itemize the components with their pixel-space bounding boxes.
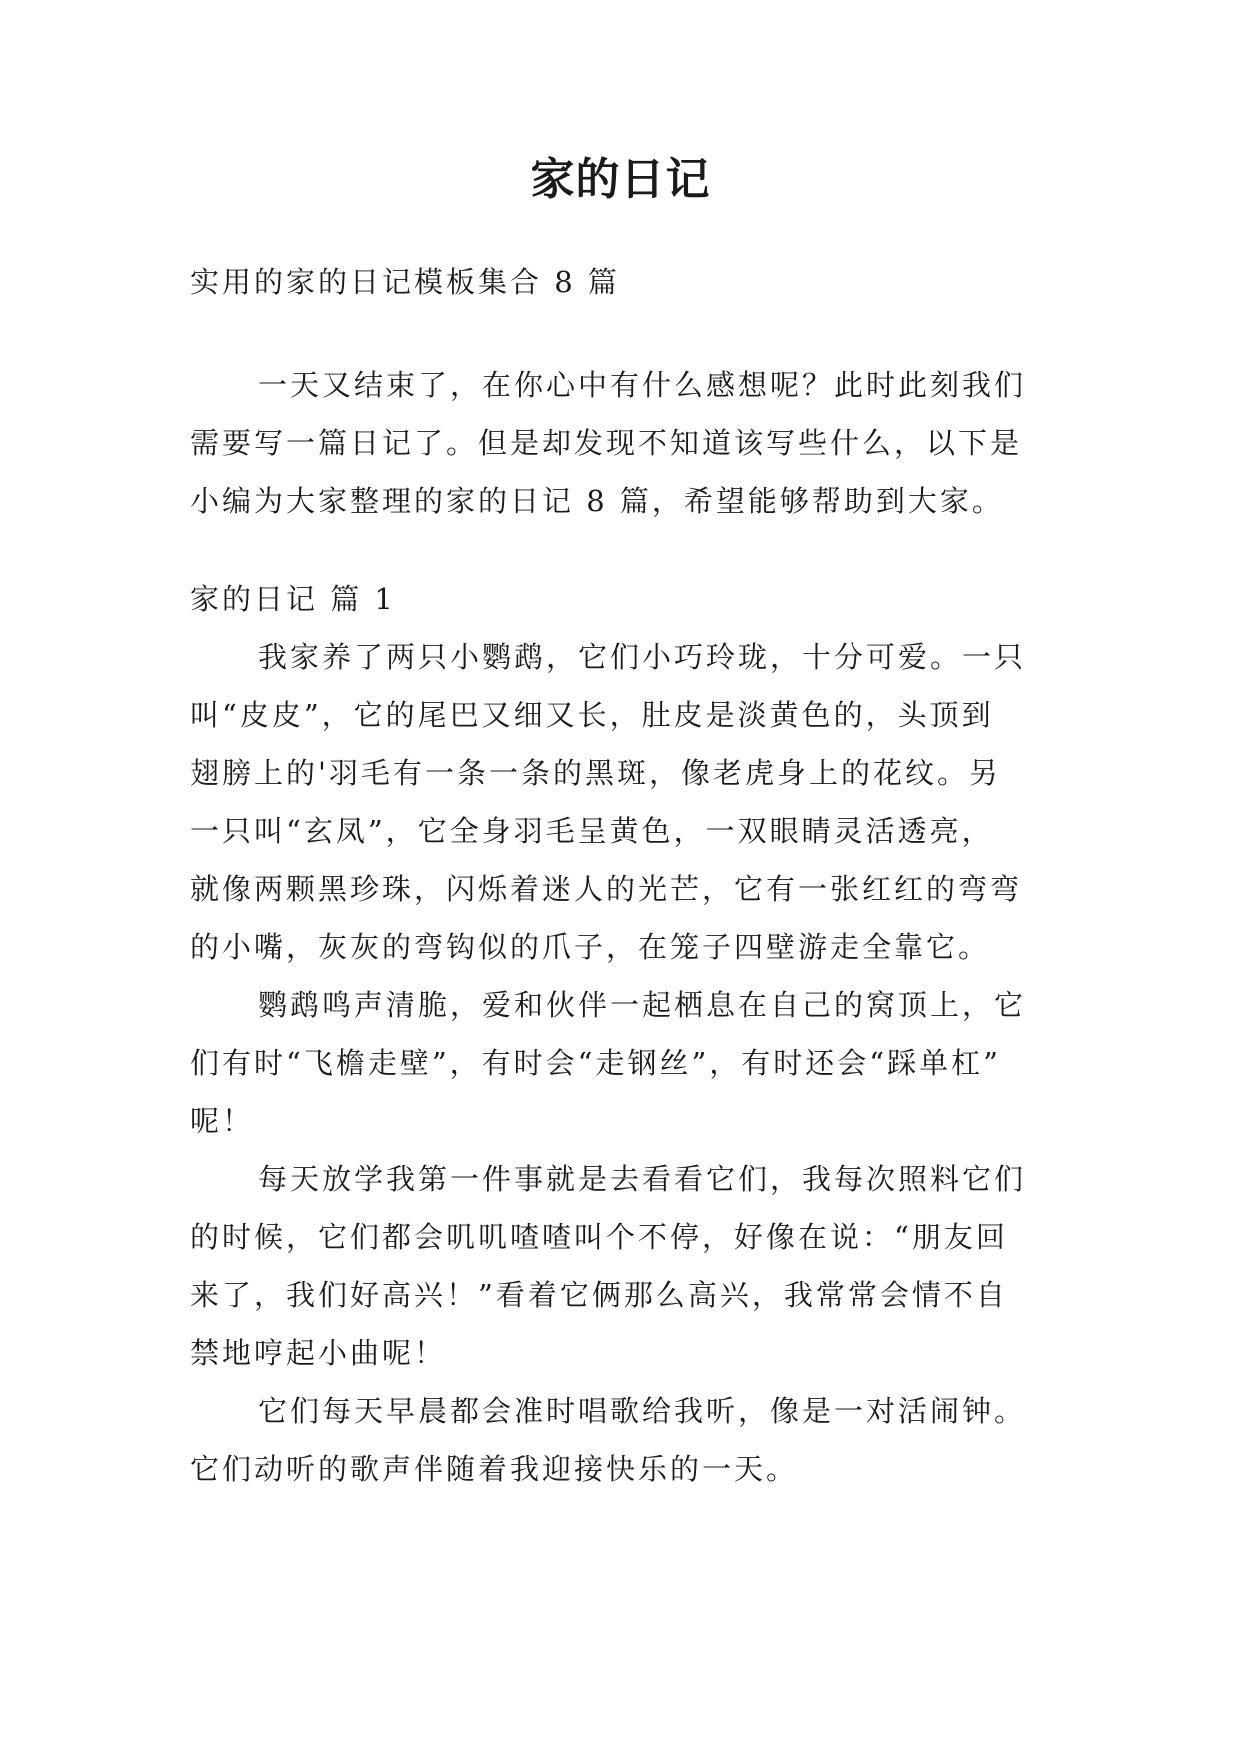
paragraph-line: 禁地哼起小曲呢！ — [190, 1336, 447, 1370]
paragraph-line: 它们动听的歌声伴随着我迎接快乐的一天。 — [190, 1452, 799, 1486]
paragraph-line: 的时候，它们都会叽叽喳喳叫个不停，好像在说：“朋友回 — [190, 1220, 1008, 1254]
document-subtitle — [190, 253, 1070, 311]
paragraph-line: 呢！ — [190, 1104, 255, 1138]
intro-line: 需要写一篇日记了。但是却发现不知道该写些什么，以下是 — [190, 426, 1023, 460]
intro-line: 小编为大家整理的家的日记 8 篇，希望能够帮助到大家。 — [190, 484, 1004, 518]
document-title: 家的日记 — [530, 154, 711, 205]
paragraph-3 — [190, 1150, 1070, 1382]
paragraph-line: 它们每天早晨都会准时唱歌给我听，像是一对活闹钟。 — [258, 1394, 1027, 1428]
section-heading — [190, 570, 1070, 628]
intro-line: 一天又结束了，在你心中有什么感想呢？此时此刻我们 — [258, 368, 1027, 402]
paragraph-line: 翅膀上的'羽毛有一条一条的黑斑，像老虎身上的花纹。另 — [190, 756, 1001, 790]
paragraph-line: 叫“皮皮”，它的尾巴又细又长，肚皮是淡黄色的，头顶到 — [190, 698, 994, 732]
intro-paragraph — [190, 356, 1070, 530]
paragraph-line: 一只叫“玄凤”，它全身羽毛呈黄色，一双眼睛灵活透亮， — [190, 814, 994, 848]
paragraph-line: 来了，我们好高兴！”看着它俩那么高兴，我常常会情不自 — [190, 1278, 1008, 1312]
paragraph-line: 每天放学我第一件事就是去看看它们，我每次照料它们 — [258, 1162, 1027, 1196]
paragraph-line: 鹦鹉鸣声清脆，爱和伙伴一起栖息在自己的窝顶上，它 — [258, 988, 1027, 1022]
paragraph-line: 的小嘴，灰灰的弯钩似的爪子，在笼子四壁游走全靠它。 — [190, 930, 991, 964]
section-heading-text: 家的日记 篇 1 — [190, 582, 396, 616]
paragraph-4 — [190, 1382, 1070, 1498]
paragraph-2 — [190, 976, 1070, 1150]
subtitle-line: 实用的家的日记模板集合 8 篇 — [190, 265, 620, 299]
paragraph-line: 就像两颗黑珍珠，闪烁着迷人的光芒，它有一张红红的弯弯 — [190, 872, 1023, 906]
paragraph-line: 们有时“飞檐走壁”，有时会“走钢丝”，有时还会“踩单杠” — [190, 1046, 1001, 1080]
paragraph-1 — [190, 628, 1070, 976]
paragraph-line: 我家养了两只小鹦鹉，它们小巧玲珑，十分可爱。一只 — [258, 640, 1027, 674]
